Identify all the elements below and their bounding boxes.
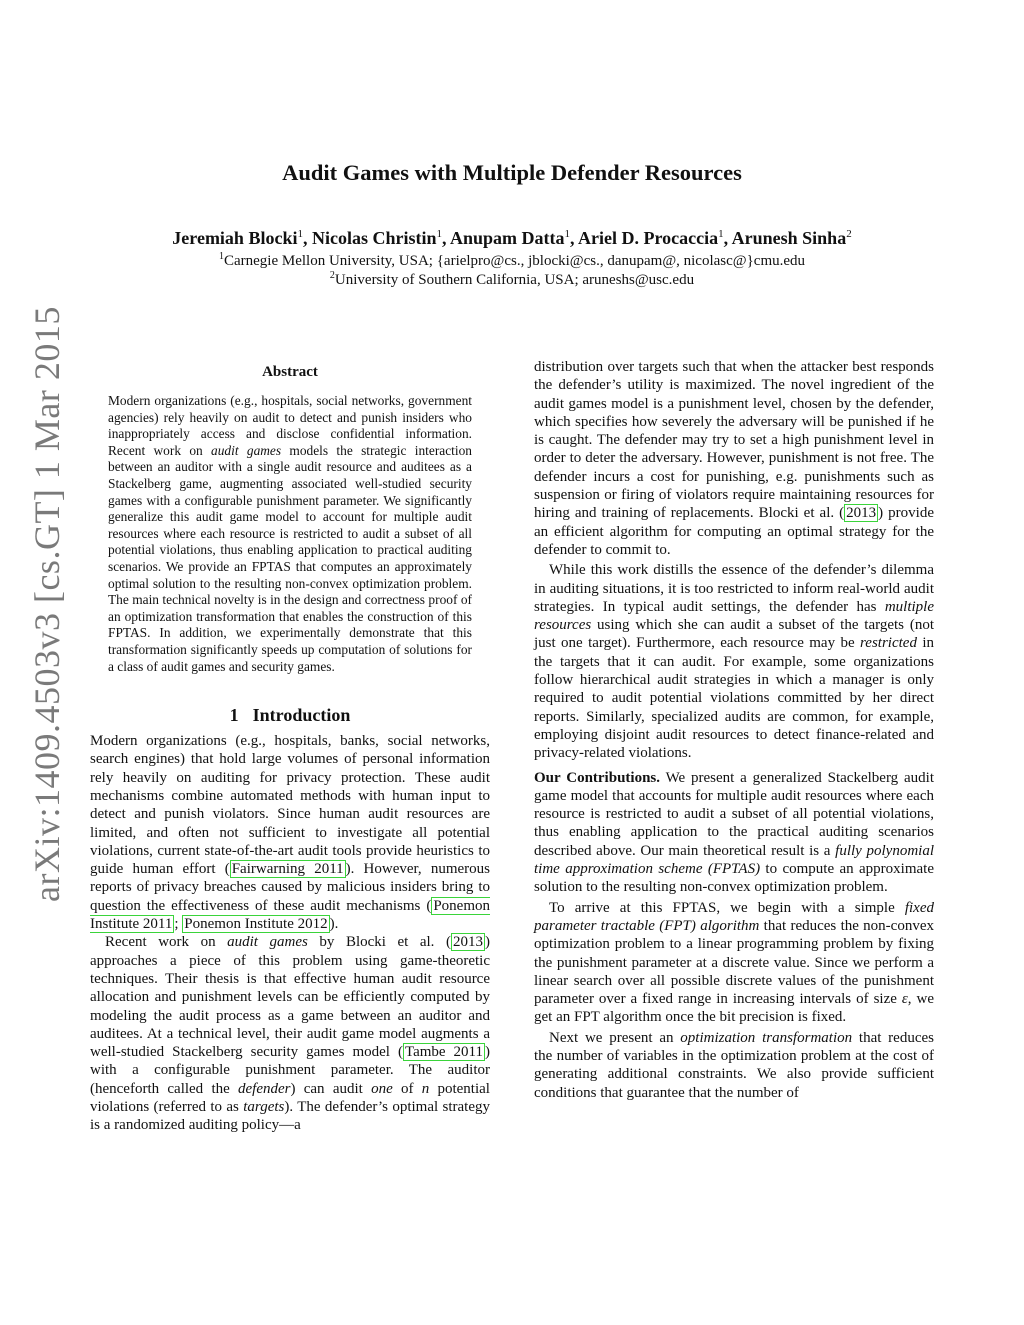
paragraph	[534, 358, 934, 559]
author-affiliation-mark: 1	[436, 228, 442, 240]
intro-paragraph	[90, 732, 490, 933]
text: that reduces the non-convex optimization problem to a linear programming problem by fixing the punishment parameter at a discrete value. Since we perform a linear search over all possible discrete values of the punishment parameter over a fixed range in increasing intervals of size	[534, 917, 934, 1008]
text: potential violations (referred to as	[90, 1080, 490, 1116]
text: distribution over targets such that when the attacker best responds the defender’s utility is maximized. The novel ingredient of the audit games model is a punishment level, chosen by the defender, which specifies how severely the adversary will be punished if he is caught. The defender may try to set a high punishment level in order to deter the adversary. However, punishment is not free. The defender incurs a cost for punishing, e.g. punishments such as suspension or firing of violators require maintaining resources for hiring and training of replacements. Blocki et al. (	[534, 359, 934, 522]
text: ) approaches a piece of this problem using game-theoretic techniques. Their thesis is that effective human audit resource allocation and punishment levels can be efficiently computed by modeling the audit process as a game between an auditor and auditees. At a technical level, their audit game model augments a well-studied Stackelberg security games model (	[90, 934, 490, 1061]
emphasis: defender	[238, 1080, 291, 1097]
text: Next we present an	[549, 1029, 681, 1046]
text: ).	[329, 916, 339, 933]
author-affiliation-mark: 1	[297, 228, 303, 240]
abstract-emphasis: audit games	[211, 442, 282, 458]
text: To arrive at this FPTAS, we begin with a simple	[549, 899, 905, 916]
citation-link[interactable]: Ponemon Institute 2012	[184, 916, 328, 933]
section-title: Introduction	[252, 705, 351, 726]
abstract-body	[108, 393, 472, 675]
text: , we get an FPT algorithm once the bit precision is fixed.	[534, 991, 934, 1026]
math-symbol: ε	[901, 991, 908, 1008]
affiliation-usc	[0, 270, 1024, 289]
run-in-heading: Our Contributions.	[534, 769, 661, 786]
author-list: Jeremiah Blocki$^1$, Nicolas Christin$^1$, Anupam Datta$^1$, Ariel D. Procaccia$^1$, Arunesh Sinha$^2$	[172, 228, 852, 248]
text: in the targets that it can audit. For example, some organizations follow hierarchical audit strategies in which a manager is only required to audit potential violations committed by her direct reports. Similarly, specialized audits are common, for example, employing disjoint audit resources to detect finance-related and privacy-related violations.	[534, 635, 935, 762]
section-heading-introduction	[90, 705, 490, 726]
emphasis: multiple resources	[534, 598, 934, 634]
citation-link[interactable]: 2013	[846, 505, 877, 522]
author-name: Jeremiah Blocki	[172, 228, 298, 248]
text: Modern organizations (e.g., hospitals, banks, social networks, search engines) that hold large volumes of personal information rely heavily on auditing for privacy protection. These audit mechanisms combine automated methods with human input to detect and punish violators. Since human audit resources are limited, and often not sufficient to investigate all potential violations, current state-of-the-art audit tools provide heuristics to guide human effort (	[90, 733, 490, 878]
emphasis: one	[371, 1080, 393, 1097]
emphasis: fixed parameter tractable (FPT) algorithm	[534, 899, 934, 934]
section-number: 1	[229, 705, 239, 726]
citation-link[interactable]: Ponemon Institute 2011	[90, 897, 490, 933]
author-name: Anupam Datta	[449, 228, 565, 248]
text: We present a generalized Stackelberg audit game model that accounts for multiple audit resources where each resource is restricted to audit a subset of all potential violations, thus enabling application to the practical auditing scenarios described above. Our main theoretical result is a	[534, 769, 934, 859]
affiliation-text: Carnegie Mellon University, USA; {arielpro@cs., jblocki@cs., danupam@, nicolasc@}cmu.edu	[223, 253, 806, 269]
citation-link[interactable]: 2013	[452, 934, 483, 951]
text: ) provide an efficient algorithm for computing an optimal strategy for the defender to commit to.	[534, 505, 935, 558]
affiliation-text: University of Southern California, USA; aruneshs@usc.edu	[334, 272, 695, 288]
author-name: Arunesh Sinha	[731, 228, 847, 248]
author-name: Ariel D. Procaccia	[578, 228, 719, 248]
text: ;	[174, 916, 183, 933]
paper-title: Audit Games with Multiple Defender Resources	[282, 160, 742, 185]
emphasis: optimization transformation	[680, 1029, 853, 1046]
text: that reduces the number of variables in the optimization problem at the cost of generating additional constraints. We also provide sufficient conditions that guarantee that the number of	[534, 1029, 934, 1101]
affiliation-cmu	[0, 251, 1024, 270]
emphasis: fully polynomial time approximation scheme (FPTAS)	[534, 842, 934, 878]
emphasis: audit games	[227, 934, 308, 951]
text: ). The defender’s optimal strategy is a randomized auditing policy—a	[90, 1099, 490, 1134]
author-name: Nicolas Christin	[311, 228, 437, 248]
paragraph-contributions	[534, 769, 934, 897]
author-affiliation-mark: 2	[846, 228, 852, 240]
text: Recent work on	[105, 934, 228, 951]
text: While this work distills the essence of the defender’s dilemma in auditing situations, it is too restricted to inform real-world audit strategies. In typical audit settings, the defender has	[534, 562, 934, 615]
abstract-text: Modern organizations (e.g., hospitals, social networks, government agencies) rely heavily on audit to detect and punish insiders who inappropriately access and disclose confidential information. Recent work on	[108, 393, 472, 458]
paragraph	[534, 561, 934, 762]
citation-link[interactable]: Tambe 2011	[404, 1044, 483, 1061]
emphasis: restricted	[860, 635, 917, 652]
affiliation-mark: 2	[329, 270, 335, 281]
emphasis: targets	[243, 1099, 285, 1116]
right-column	[534, 358, 934, 1104]
author-affiliation-mark: 1	[564, 228, 570, 240]
text: to compute an approximate solution to the resulting non-convex optimization problem.	[534, 861, 934, 896]
author-affiliation-mark: 1	[718, 228, 724, 240]
text: of	[392, 1080, 422, 1097]
left-column	[90, 364, 490, 1135]
paragraph	[534, 1029, 934, 1102]
abstract-text: models the strategic interaction between an auditor with a single audit resource and auditees as a Stackelberg game, augmenting associated well-studied security games with a configurable punishment parameter. We significantly generalize this audit game model to account for multiple audit resources where each resource is restricted to audit a subset of all potential violations, thus enabling application to practical auditing scenarios. We provide an FPTAS that computes an approximately optimal solution to the resulting non-convex optimization problem. The main technical novelty is in the design and correctness proof of an optimization transformation that enables the construction of this FPTAS. In addition, we experimentally demonstrate that this transformation significantly speeds up computation of solutions for a class of audit games and security games.	[108, 442, 472, 674]
text: ). However, numerous reports of privacy breaches caused by malicious insiders bring to question the effectiveness of these audit mechanisms (	[90, 861, 491, 914]
math-variable: n	[421, 1080, 430, 1097]
abstract-heading: Abstract	[262, 364, 318, 380]
citation-link[interactable]: Fairwarning 2011	[231, 861, 344, 878]
affiliation-mark: 1	[218, 251, 224, 262]
text: ) can audit	[290, 1080, 372, 1097]
text: using which she can audit a subset of the targets (not just one target). Furthermore, each resource may be	[534, 617, 934, 652]
arxiv-identifier: arXiv:1409.4503v3 [cs.GT] 1 Mar 2015	[27, 306, 67, 902]
intro-paragraph	[90, 933, 490, 1134]
text: by Blocki et al. (	[307, 934, 451, 951]
text: ) with a configurable punishment parameter. The auditor (henceforth called the	[90, 1044, 490, 1097]
paragraph	[534, 899, 934, 1027]
